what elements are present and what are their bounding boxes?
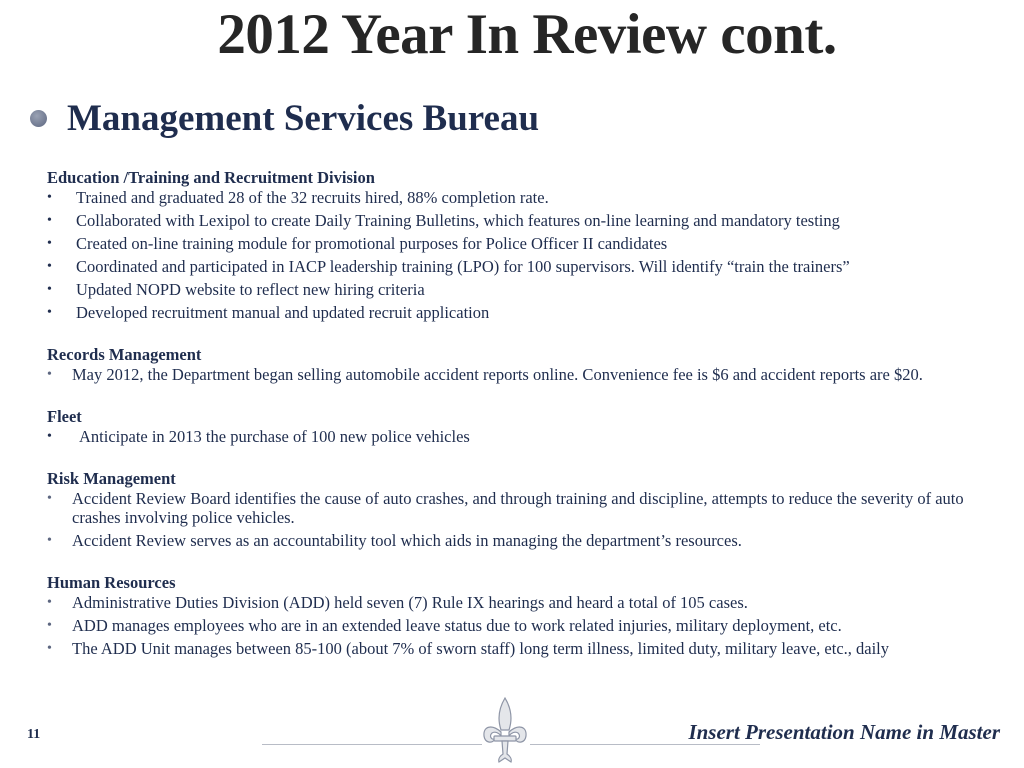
list-item	[47, 280, 1007, 299]
bullet-icon: •	[47, 533, 52, 548]
section-heading: Fleet	[47, 407, 82, 426]
list-item-text: Created on-line training module for promotional purposes for Police Officer II candidates	[76, 234, 668, 253]
list-item	[47, 616, 1007, 635]
list-item-text: ADD manages employees who are in an extended leave status due to work related injuries, military deployment, etc.	[72, 616, 842, 635]
section-heading: Records Management	[47, 345, 202, 364]
footer-divider-left	[262, 744, 482, 745]
list-item-text: Trained and graduated 28 of the 32 recruits hired, 88% completion rate.	[76, 188, 549, 207]
bullet-list	[47, 365, 1007, 384]
fleur-de-lis-icon	[480, 696, 530, 764]
slide-subtitle: Management Services Bureau	[67, 97, 540, 139]
list-item-text: The ADD Unit manages between 85-100 (about 7% of sworn staff) long term illness, limited duty, military leave, etc., daily	[72, 639, 890, 658]
list-item-text: May 2012, the Department began selling automobile accident reports online. Convenience fee is $6 and accident reports are $20.	[72, 365, 923, 384]
bullet-icon: •	[47, 491, 52, 506]
bullet-icon: •	[47, 213, 52, 228]
list-item	[47, 489, 1007, 527]
bullet-icon: •	[47, 641, 52, 656]
page-number: 11	[27, 727, 41, 742]
section-fleet	[47, 406, 1007, 446]
list-item	[47, 188, 1007, 207]
list-item	[47, 593, 1007, 612]
bullet-list	[47, 188, 1007, 322]
bullet-icon: •	[47, 429, 52, 444]
subtitle-row	[30, 95, 539, 141]
list-item-text: Accident Review serves as an accountability tool which aids in managing the department’s resources.	[72, 531, 742, 550]
section-heading: Human Resources	[47, 573, 176, 592]
list-item-text: Anticipate in 2013 the purchase of 100 new police vehicles	[79, 427, 470, 446]
bullet-icon: •	[47, 236, 52, 251]
list-item	[47, 234, 1007, 253]
list-item	[47, 365, 1007, 384]
list-item-text: Coordinated and participated in IACP leadership training (LPO) for 100 supervisors. Will identify “train the trainers”	[76, 257, 850, 276]
bullet-icon: •	[47, 305, 52, 320]
circle-bullet-icon	[30, 110, 47, 127]
slide-content	[47, 167, 1007, 680]
bullet-icon: •	[47, 367, 52, 382]
presentation-name: Insert Presentation Name in Master	[688, 720, 1000, 744]
section-human-resources	[47, 572, 1007, 658]
bullet-list	[47, 593, 1007, 658]
bullet-icon: •	[47, 282, 52, 297]
list-item	[47, 427, 1007, 446]
bullet-icon: •	[47, 259, 52, 274]
bullet-list	[47, 427, 1007, 446]
section-risk	[47, 468, 1007, 550]
section-heading: Risk Management	[47, 469, 176, 488]
list-item-text: Updated NOPD website to reflect new hiring criteria	[76, 280, 425, 299]
list-item	[47, 211, 1007, 230]
list-item	[47, 303, 1007, 322]
list-item-text: Administrative Duties Division (ADD) held seven (7) Rule IX hearings and heard a total of 105 cases.	[72, 593, 748, 612]
list-item-text: Developed recruitment manual and updated recruit application	[76, 303, 490, 322]
bullet-icon: •	[47, 595, 52, 610]
slide-title: 2012 Year In Review cont.	[217, 3, 837, 66]
list-item	[47, 257, 1007, 276]
list-item-text: Collaborated with Lexipol to create Daily Training Bulletins, which features on-line learning and mandatory testing	[76, 211, 840, 230]
bullet-icon: •	[47, 618, 52, 633]
list-item	[47, 531, 1007, 550]
bullet-list	[47, 489, 1007, 550]
bullet-icon: •	[47, 190, 52, 205]
section-education	[47, 167, 1007, 322]
list-item-text: Accident Review Board identifies the cause of auto crashes, and through training and discipline, attempts to reduce the severity of auto crashes involving police vehicles.	[72, 489, 964, 527]
section-heading: Education /Training and Recruitment Division	[47, 168, 375, 187]
list-item	[47, 639, 1007, 658]
section-records	[47, 344, 1007, 384]
